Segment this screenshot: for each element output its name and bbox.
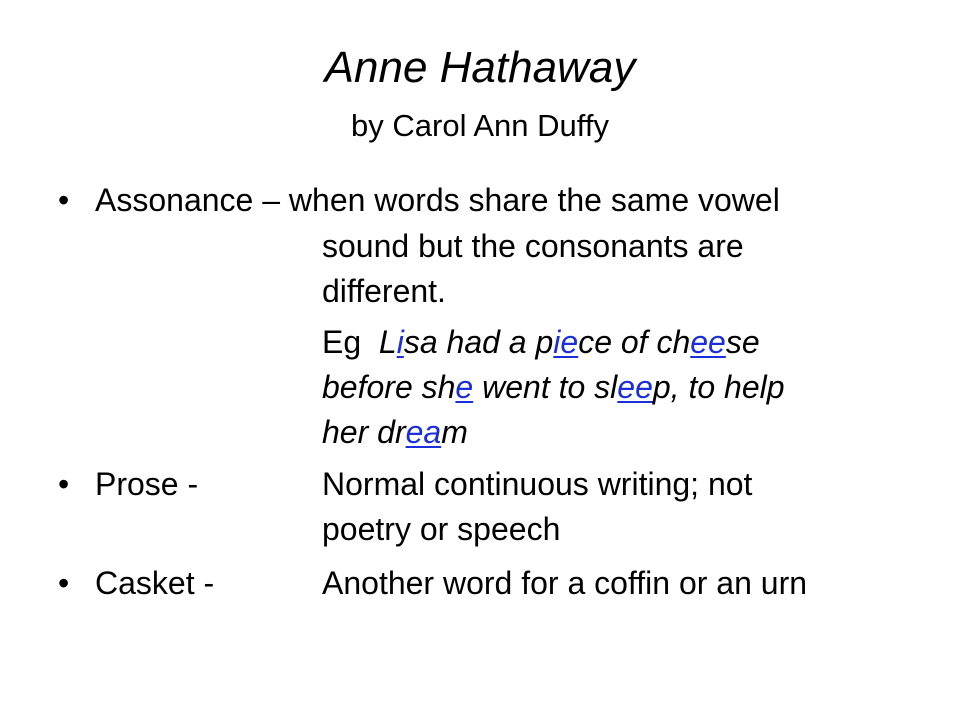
prose-def-line-1: Normal continuous writing; not	[322, 466, 753, 502]
prose-def-line-2: poetry or speech	[322, 511, 561, 547]
example-seg: p, to help	[652, 369, 785, 405]
assonance-example-line-2	[322, 367, 785, 407]
assonance-def-line-2: different.	[322, 273, 446, 309]
example-seg: before sh	[322, 369, 456, 405]
example-label: Eg	[322, 324, 362, 360]
example-seg: m	[441, 414, 468, 450]
bullet-casket: •	[58, 565, 70, 601]
slide-title: Anne Hathaway	[324, 43, 636, 92]
bullet-assonance: •	[58, 182, 70, 218]
assonance-def-line-1: sound but the consonants are	[322, 228, 744, 264]
example-vowel-highlight: i	[396, 324, 404, 360]
example-vowel-highlight: ea	[405, 414, 442, 450]
assonance-example-line-3	[322, 412, 468, 452]
example-vowel-highlight: ee	[617, 369, 653, 405]
example-seg: L	[378, 324, 397, 360]
example-vowel-highlight: ie	[553, 324, 579, 360]
example-vowel-highlight: ee	[690, 324, 726, 360]
example-seg: ce of ch	[578, 324, 691, 360]
slide-subtitle: by Carol Ann Duffy	[351, 108, 609, 143]
example-vowel-highlight: e	[455, 369, 474, 405]
casket-term: Casket -	[95, 565, 215, 601]
example-seg: her dr	[322, 414, 406, 450]
example-seg: se	[725, 324, 760, 360]
assonance-example-line-1	[322, 322, 760, 362]
assonance-term: Assonance – when words share the same vowel	[95, 182, 780, 218]
example-seg: sa had a p	[403, 324, 554, 360]
casket-def-line-1: Another word for a coffin or an urn	[322, 565, 808, 601]
bullet-prose: •	[58, 466, 70, 502]
prose-term: Prose -	[95, 466, 199, 502]
example-seg: went to sl	[473, 369, 618, 405]
example-text-1	[379, 324, 760, 360]
